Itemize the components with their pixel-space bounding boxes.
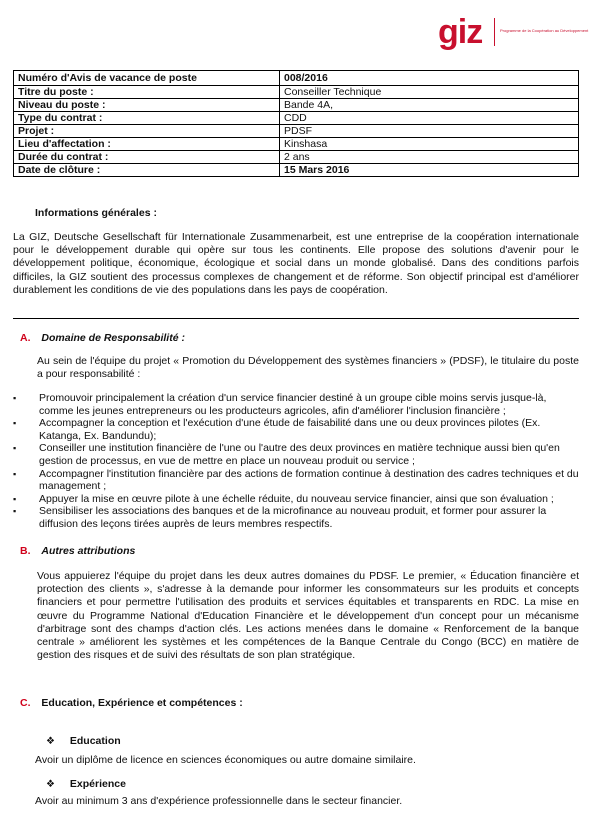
list-item bbox=[13, 493, 579, 506]
list-item-text: Accompagner l'institution financière par des actions de formation continue à destination des cadres techniques et du management ; bbox=[39, 467, 579, 493]
section-c-letter: C. bbox=[20, 697, 31, 709]
job-info-table bbox=[13, 70, 579, 177]
experience-title: Expérience bbox=[69, 778, 126, 790]
bullet-icon: ▪ bbox=[13, 506, 17, 517]
bullet-icon: ▪ bbox=[13, 418, 17, 429]
table-row bbox=[14, 164, 579, 177]
section-b-paragraph: Vous appuierez l'équipe du projet dans les deux autres domaines du PDSF. Le premier, « Éducation financière et protection des clients », s'adresse à la demande pour informer les consommateurs sur les produits et concepts financiers et pour permettre l'utilisation des produits et services équitables et transparents en RDC. La mise en œuvre du Programme National d'Education Financière et le développement d'un concept pour un mécanisme d'arbitrage sont des champs d'action clés. Les actions menées dans le domaine « Renforcement de la banque centrale » améliorent les systèmes et les compétences de la Banque Centrale du Congo (BCC) en matière de gestion des risques et de suivi des résultats de son plan stratégique. bbox=[37, 570, 579, 662]
experience-heading bbox=[46, 778, 126, 790]
table-row bbox=[14, 86, 579, 99]
education-text: Avoir un diplôme de licence en sciences économiques ou autre domaine similaire. bbox=[35, 754, 416, 766]
table-key: Type du contrat : bbox=[14, 112, 280, 125]
table-value: 008/2016 bbox=[280, 71, 579, 86]
section-b-heading bbox=[20, 545, 135, 557]
table-row bbox=[14, 138, 579, 151]
experience-text: Avoir au minimum 3 ans d'expérience professionnelle dans le secteur financier. bbox=[35, 795, 403, 807]
table-key: Lieu d'affectation : bbox=[14, 138, 280, 151]
section-a-intro: Au sein de l'équipe du projet « Promotion du Développement des systèmes financiers » (PDSF), le titulaire du poste a pour responsabilité : bbox=[37, 355, 579, 381]
table-row bbox=[14, 99, 579, 112]
table-key: Titre du poste : bbox=[14, 86, 280, 99]
bullet-icon: ▪ bbox=[13, 493, 17, 504]
list-item bbox=[13, 392, 579, 417]
section-c-heading bbox=[20, 697, 243, 709]
logo-divider bbox=[494, 18, 495, 46]
list-item-text: Accompagner la conception et l'exécution d'une étude de faisabilité dans une ou deux provinces pilotes (Ex. Katanga, Ex. Bandundu); bbox=[39, 417, 541, 442]
info-paragraph: La GIZ, Deutsche Gesellschaft für Internationale Zusammenarbeit, est une entreprise de la coopération internationale pour le développement durable qui opère sur tous les continents. Elle propose des solutions d'avenir pour le développement politique, économique, écologique et social dans un monde globalisé. Dans des conditions parfois difficiles, la GIZ soutient des processus complexes de changement et de réforme. Son objectif principal est d'améliorer durablement les conditions de vie des populations dans les pays de coopération. bbox=[13, 231, 579, 296]
table-value: 2 ans bbox=[280, 151, 579, 164]
section-divider bbox=[13, 318, 579, 319]
section-b-title: Autres attributions bbox=[41, 545, 136, 557]
logo-tagline: Programme de la Coopération au Développement bbox=[500, 28, 589, 33]
education-heading bbox=[46, 735, 121, 747]
section-a-heading bbox=[20, 332, 185, 344]
bullet-icon: ▪ bbox=[13, 468, 17, 479]
table-value: PDSF bbox=[280, 125, 579, 138]
info-heading: Informations générales : bbox=[35, 207, 157, 219]
table-key: Date de clôture : bbox=[14, 164, 280, 177]
section-a-title: Domaine de Responsabilité : bbox=[41, 332, 185, 344]
table-value: Conseiller Technique bbox=[280, 86, 579, 99]
section-b-letter: B. bbox=[20, 545, 31, 557]
list-item-text: Sensibiliser les associations des banques et de la microfinance au nouveau produit, et former pour assurer la diffusion des leçons tirées auprès de leurs membres respectifs. bbox=[39, 505, 547, 530]
list-item bbox=[13, 468, 579, 493]
table-value: Kinshasa bbox=[280, 138, 579, 151]
list-item bbox=[13, 442, 579, 467]
table-row bbox=[14, 71, 579, 86]
table-value: 15 Mars 2016 bbox=[280, 164, 579, 177]
list-item bbox=[13, 505, 579, 530]
bullet-icon: ▪ bbox=[13, 443, 17, 454]
table-value: CDD bbox=[280, 112, 579, 125]
responsibility-list bbox=[13, 392, 579, 531]
list-item bbox=[13, 417, 579, 442]
list-item-text: Conseiller une institution financière de l'une ou l'autre des deux provinces en matière technique aussi bien qu'en gestion de processus, en vue de mettre en place un nouveau produit ou service ; bbox=[39, 442, 560, 467]
table-key: Projet : bbox=[14, 125, 280, 138]
education-title: Education bbox=[69, 735, 121, 747]
section-c-title: Education, Expérience et compétences : bbox=[41, 697, 243, 709]
giz-logo-mark: giz bbox=[438, 13, 483, 51]
list-item-text: Promouvoir principalement la création d'un service financier destiné à un groupe cible moins servis jusque-là, comme les jeunes entrepreneurs ou les producteurs agricoles, afin d'améliorer l'inclusion financière ; bbox=[39, 392, 547, 417]
table-row bbox=[14, 112, 579, 125]
section-a-letter: A. bbox=[20, 332, 31, 344]
diamond-bullet-icon: ❖ bbox=[46, 736, 55, 747]
table-key: Durée du contrat : bbox=[14, 151, 280, 164]
diamond-bullet-icon: ❖ bbox=[46, 779, 55, 790]
bullet-icon: ▪ bbox=[13, 393, 17, 403]
table-row bbox=[14, 125, 579, 138]
table-row bbox=[14, 151, 579, 164]
table-value: Bande 4A, bbox=[280, 99, 579, 112]
list-item-text: Appuyer la mise en œuvre pilote à une échelle réduite, du nouveau service financier, ainsi que son évaluation ; bbox=[39, 492, 554, 505]
table-key: Niveau du poste : bbox=[14, 99, 280, 112]
table-key: Numéro d'Avis de vacance de poste bbox=[14, 71, 280, 86]
